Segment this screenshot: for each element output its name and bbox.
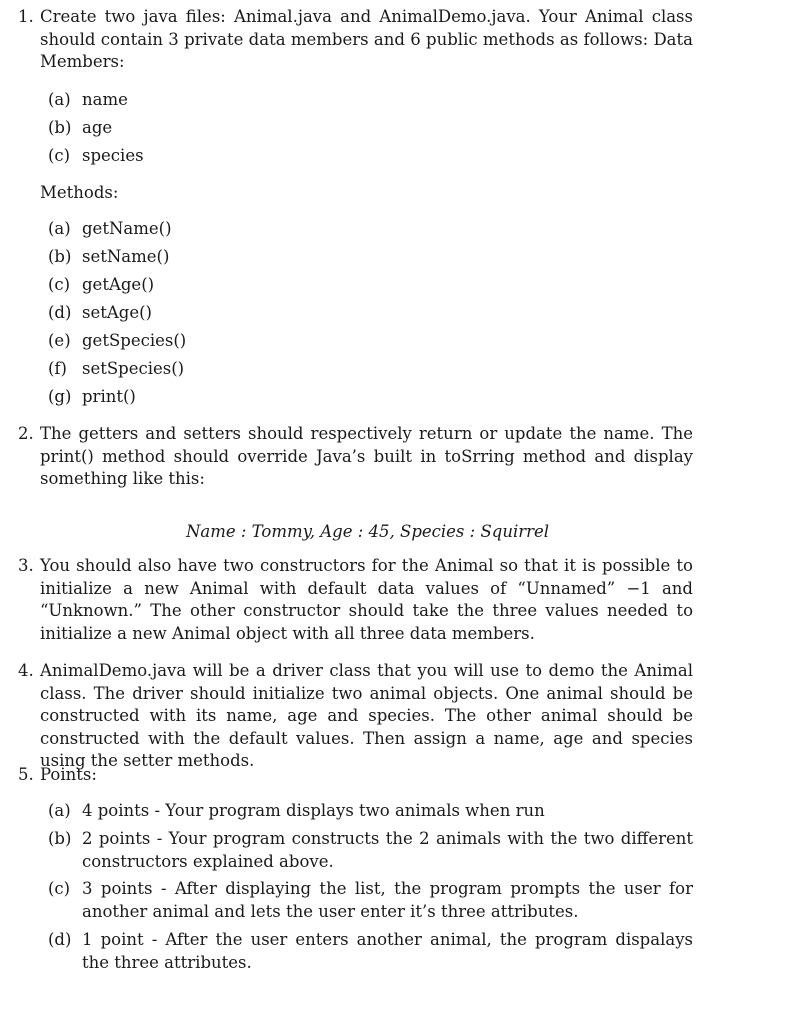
item-text: Points: bbox=[40, 765, 97, 784]
sub-tag: (a) bbox=[48, 219, 71, 238]
method-item bbox=[48, 302, 693, 325]
method-item bbox=[48, 386, 693, 409]
method-item bbox=[48, 358, 693, 381]
data-member-item bbox=[48, 89, 693, 112]
sub-text: getAge() bbox=[82, 275, 155, 294]
item-text: AnimalDemo.java will be a driver class that you will use to demo the Animal class. The driver should initialize two animal objects. One animal should be constructed with its name, age and species. The other animal should be constructed with the default values. Then assign a name, age and species using the setter methods. bbox=[40, 661, 693, 770]
sub-tag: (b) bbox=[48, 829, 72, 848]
points-item bbox=[48, 929, 693, 974]
list-item-5 bbox=[18, 764, 693, 787]
sub-text: age bbox=[82, 118, 113, 137]
item-number: 3. bbox=[18, 556, 34, 575]
sub-tag: (c) bbox=[48, 146, 71, 165]
sub-text: species bbox=[82, 146, 144, 165]
sub-tag: (a) bbox=[48, 801, 71, 820]
item-text: Create two java files: Animal.java and AnimalDemo.java. Your Animal class should contain 3 private data members and 6 public methods as follows: Data Members: bbox=[40, 7, 693, 71]
item-number: 4. bbox=[18, 661, 34, 680]
points-item bbox=[48, 800, 693, 823]
item-text: The getters and setters should respectively return or update the name. The print() method should override Java’s built in toSrring method and display something like this: bbox=[40, 424, 693, 488]
method-item bbox=[48, 274, 693, 297]
data-member-item bbox=[48, 145, 693, 168]
sub-tag: (a) bbox=[48, 90, 71, 109]
item-number: 2. bbox=[18, 424, 34, 443]
list-item-4 bbox=[18, 660, 693, 773]
sub-text: 4 points - Your program displays two animals when run bbox=[82, 801, 545, 820]
sub-text: print() bbox=[82, 387, 136, 406]
print-example: Name : Tommy, Age : 45, Species : Squirrel bbox=[185, 522, 550, 541]
sub-text: setSpecies() bbox=[82, 359, 185, 378]
sub-tag: (c) bbox=[48, 275, 71, 294]
sub-text: setAge() bbox=[82, 303, 152, 322]
sub-tag: (e) bbox=[48, 331, 71, 350]
sub-text: getName() bbox=[82, 219, 172, 238]
methods-label: Methods: bbox=[40, 183, 119, 202]
points-item bbox=[48, 878, 693, 923]
sub-tag: (d) bbox=[48, 930, 72, 949]
sub-tag: (b) bbox=[48, 247, 72, 266]
method-item bbox=[48, 330, 693, 353]
sub-tag: (f) bbox=[48, 359, 67, 378]
sub-tag: (b) bbox=[48, 118, 72, 137]
item-text: You should also have two constructors for the Animal so that it is possible to initialize a new Animal with default data values of “Unnamed” −1 and “Unknown.” The other constructor should take the three values needed to initialize a new Animal object with all three data members. bbox=[40, 556, 693, 643]
sub-text: 3 points - After displaying the list, the program prompts the user for another animal and lets the user enter it’s three attributes. bbox=[82, 879, 693, 921]
sub-text: getSpecies() bbox=[82, 331, 187, 350]
sub-text: 1 point - After the user enters another animal, the program dispalays the three attributes. bbox=[82, 930, 693, 972]
method-item bbox=[48, 246, 693, 269]
data-member-item bbox=[48, 117, 693, 140]
method-item bbox=[48, 218, 693, 241]
list-item-1 bbox=[18, 6, 693, 74]
sub-text: name bbox=[82, 90, 128, 109]
sub-text: setName() bbox=[82, 247, 170, 266]
sub-tag: (c) bbox=[48, 879, 71, 898]
sub-tag: (d) bbox=[48, 303, 72, 322]
item-number: 5. bbox=[18, 765, 34, 784]
points-item bbox=[48, 828, 693, 873]
sub-tag: (g) bbox=[48, 387, 72, 406]
sub-text: 2 points - Your program constructs the 2 animals with the two different constructors explained above. bbox=[82, 829, 693, 871]
item-number: 1. bbox=[18, 7, 34, 26]
list-item-2 bbox=[18, 423, 693, 491]
list-item-3 bbox=[18, 555, 693, 645]
